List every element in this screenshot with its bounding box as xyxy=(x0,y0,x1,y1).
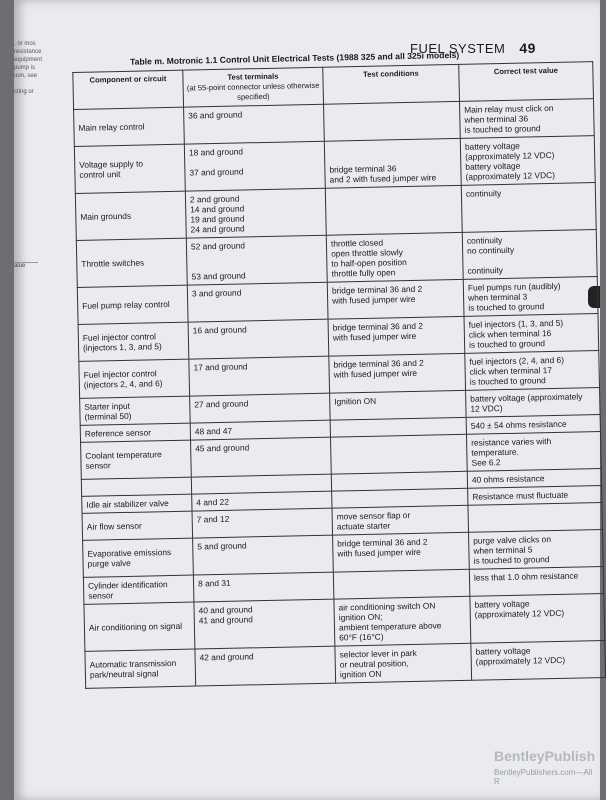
component-line: Cylinder identification xyxy=(87,579,168,591)
component-line: control unit xyxy=(79,169,121,180)
component-line: (injectors 2, 4, and 6) xyxy=(83,378,163,390)
value-line: less that 1.0 ohm resistance xyxy=(473,570,579,583)
value-line: is touched to ground xyxy=(464,123,541,135)
terminals-line: 3 and ground xyxy=(191,287,242,299)
terminals-line: 42 and ground xyxy=(199,651,254,663)
cell-terminals xyxy=(187,282,328,322)
cell-terminals xyxy=(185,188,326,238)
value-line: resistance varies with xyxy=(471,436,552,448)
terminals-line: 24 and ground xyxy=(190,223,245,235)
conditions-line: bridge terminal 36 and 2 xyxy=(331,283,423,296)
component-line: Coolant temperature sensor xyxy=(85,449,162,471)
cell-conditions xyxy=(333,532,470,572)
conditions-line: bridge terminal 36 xyxy=(329,163,397,175)
previous-page-fragment: , or mos resistance equipment pump is uon, see cting or xyxy=(14,41,43,95)
terminals-line: 40 and ground xyxy=(198,604,253,616)
cell-terminals xyxy=(189,356,330,396)
conditions-line: selector lever in park xyxy=(339,647,417,660)
value-line: battery voltage xyxy=(474,598,530,610)
terminals-line: 4 and 22 xyxy=(196,496,230,508)
cell-terminals xyxy=(195,646,336,686)
terminals-line: 52 and ground xyxy=(190,240,246,252)
cell-terminals xyxy=(193,535,334,575)
terminals-line: 36 and ground xyxy=(188,109,243,121)
header-value: Correct test value xyxy=(459,62,594,102)
cell-terminals xyxy=(184,141,325,191)
cell-component xyxy=(81,440,192,479)
cell-conditions xyxy=(332,505,469,535)
conditions-line: Ignition ON xyxy=(334,395,377,407)
section-title: FUEL SYSTEM xyxy=(410,41,506,56)
publisher-logo-text: BentleyPublish xyxy=(494,748,596,764)
value-line: 540 ± 54 ohms resistance xyxy=(470,418,567,431)
cell-conditions xyxy=(330,434,467,474)
component-line: Starter input xyxy=(84,400,131,412)
value-line: is touched to ground xyxy=(469,375,546,387)
value-line: See 6.2 xyxy=(471,457,501,468)
conditions-line: with fused jumper wire xyxy=(337,546,421,559)
cell-terminals xyxy=(186,235,327,285)
cell-terminals xyxy=(192,508,333,538)
conditions-line: ignition ON; xyxy=(338,611,383,623)
value-line: when terminal 5 xyxy=(473,544,533,556)
cell-value xyxy=(459,99,594,139)
cell-conditions xyxy=(326,232,463,282)
cell-conditions xyxy=(328,316,465,356)
cell-component xyxy=(79,359,190,398)
cell-value xyxy=(460,136,595,186)
cell-component xyxy=(76,238,187,287)
conditions-line: and 2 with fused jumper wire xyxy=(329,172,437,185)
table-body xyxy=(74,99,606,689)
cell-component xyxy=(80,396,191,425)
header-terminals xyxy=(183,67,324,107)
terminals-line: 14 and ground xyxy=(190,203,245,215)
cell-component xyxy=(78,322,189,361)
cell-value xyxy=(462,230,597,280)
component-line: (terminal 50) xyxy=(84,410,132,422)
cell-terminals xyxy=(188,319,329,359)
cell-component xyxy=(83,575,194,604)
header-terminals-subtitle: (at 55-point connector unless otherwise specified) xyxy=(186,80,320,102)
cell-component xyxy=(75,191,186,240)
cell-value xyxy=(468,502,603,532)
table-caption: Table m. Motronic 1.1 Control Unit Electrical Tests (1988 325 and all 325i models) xyxy=(129,49,460,67)
cell-component xyxy=(83,538,194,577)
cell-conditions xyxy=(325,185,462,235)
component-line: Throttle switches xyxy=(81,257,145,269)
value-line: 40 ohms resistance xyxy=(471,473,545,485)
value-line: click when terminal 17 xyxy=(469,365,553,377)
value-line: is touched to ground xyxy=(468,338,546,350)
conditions-line: with fused jumper wire xyxy=(333,367,418,380)
value-line: fuel injectors (1, 3, and 5) xyxy=(468,317,564,330)
conditions-line: throttle closed xyxy=(330,237,384,249)
value-line: fuel injectors (2, 4, and 6) xyxy=(469,354,565,367)
terminals-line: 27 and ground xyxy=(194,398,249,410)
terminals-line: 48 and 47 xyxy=(194,425,233,437)
terminals-line: 17 and ground xyxy=(193,361,248,373)
cell-conditions xyxy=(333,569,470,599)
cell-component xyxy=(74,144,185,193)
component-line: Main grounds xyxy=(80,210,132,222)
value-line: continuity xyxy=(466,235,503,246)
cell-conditions xyxy=(324,101,461,141)
value-line: click when terminal 16 xyxy=(468,328,552,340)
cell-value xyxy=(469,566,604,596)
value-line: temperature. xyxy=(471,446,519,458)
value-line: purge valve clicks on xyxy=(473,534,552,546)
value-line: Main relay must click on xyxy=(464,102,554,115)
conditions-line: move sensor flap or xyxy=(336,510,411,522)
value-line: is touched to ground xyxy=(468,301,545,313)
component-line: Fuel pump relay control xyxy=(82,299,170,311)
component-line: Air flow sensor xyxy=(86,520,142,532)
cell-component xyxy=(77,285,188,324)
cell-value xyxy=(461,183,596,233)
value-line: continuity xyxy=(465,188,502,199)
value-line: (approximately 12 VDC) xyxy=(474,607,565,620)
conditions-line: ambient temperature above xyxy=(338,620,442,633)
header-conditions: Test conditions xyxy=(323,64,460,104)
cell-terminals xyxy=(194,599,335,649)
cell-terminals xyxy=(190,393,331,423)
terminals-line: 18 and ground xyxy=(188,146,244,158)
cell-value xyxy=(465,351,600,391)
electrical-tests-table-wrapper xyxy=(72,47,605,689)
cell-component xyxy=(84,602,195,651)
terminals-line: 16 and ground xyxy=(192,324,247,336)
conditions-line: bridge terminal 36 and 2 xyxy=(337,536,428,549)
value-line: no continuity xyxy=(467,244,515,256)
component-line: Fuel injector control xyxy=(83,368,157,380)
component-line: sensor xyxy=(88,590,114,601)
terminals-line: 53 and ground xyxy=(191,270,246,282)
cell-conditions xyxy=(334,596,471,646)
electrical-tests-table xyxy=(72,61,606,689)
value-line: (approximately 12 VDC) xyxy=(465,169,556,182)
terminals-line: 41 and ground xyxy=(198,614,253,626)
terminals-line: 7 and 12 xyxy=(196,513,230,525)
conditions-line: 60°F (16°C) xyxy=(339,631,384,643)
conditions-line: actuate starter xyxy=(336,520,391,532)
cell-terminals xyxy=(184,104,325,144)
value-line: Fuel pumps run (audibly) xyxy=(467,280,561,293)
component-line: Air conditioning on signal xyxy=(88,620,183,633)
component-line: Voltage supply to xyxy=(79,158,144,170)
previous-page-table-fragment: alue xyxy=(14,262,38,343)
component-line: park/neutral signal xyxy=(89,668,159,680)
component-line: Main relay control xyxy=(78,121,145,133)
cell-value xyxy=(466,432,601,472)
value-line: is touched to ground xyxy=(473,554,550,566)
value-line: Resistance must fluctuate xyxy=(472,489,569,502)
value-line: (approximately 12 VDC) xyxy=(465,149,555,162)
cell-conditions xyxy=(324,138,461,188)
cell-value xyxy=(466,388,601,418)
cell-conditions xyxy=(329,353,466,393)
component-line: (injectors 1, 3, and 5) xyxy=(82,341,162,353)
component-line: purge valve xyxy=(87,557,132,569)
terminals-line: 8 and 31 xyxy=(197,577,231,589)
conditions-line: bridge terminal 36 and 2 xyxy=(332,320,424,333)
terminals-line: 2 and ground xyxy=(189,193,240,205)
terminals-line: 19 and ground xyxy=(190,213,245,225)
value-line: battery voltage xyxy=(465,160,521,172)
value-line: when terminal 36 xyxy=(464,113,529,125)
value-line: battery voltage (approximately xyxy=(470,391,583,404)
cell-component xyxy=(74,107,185,146)
cell-conditions xyxy=(330,390,467,420)
conditions-line: or neutral position, xyxy=(339,658,409,670)
page-number: 49 xyxy=(519,40,536,56)
conditions-line: with fused jumper wire xyxy=(332,293,416,306)
component-line: Evaporative emissions xyxy=(87,547,172,559)
value-line: when terminal 3 xyxy=(468,291,528,303)
value-line: 12 VDC) xyxy=(470,403,503,414)
conditions-line: ignition ON xyxy=(339,668,382,680)
value-line: continuity xyxy=(467,265,504,276)
terminals-line: 5 and ground xyxy=(197,540,247,552)
cell-terminals xyxy=(191,437,332,477)
value-line: (approximately 12 VDC) xyxy=(475,654,566,667)
conditions-line: throttle fully open xyxy=(331,267,396,279)
header-terminals-title: Test terminals xyxy=(227,71,279,82)
cell-conditions xyxy=(335,643,472,683)
cell-value xyxy=(464,314,599,354)
cell-component xyxy=(85,649,196,688)
value-line: battery voltage xyxy=(475,645,531,657)
component-line: Automatic transmission xyxy=(89,657,177,670)
conditions-line: air conditioning switch ON xyxy=(338,600,436,613)
cell-terminals xyxy=(193,572,334,602)
publisher-url: BentleyPublishers.com—All R xyxy=(494,768,593,786)
cell-value xyxy=(471,640,606,680)
cell-component xyxy=(82,511,193,540)
component-line: Fuel injector control xyxy=(82,331,157,343)
conditions-line: open throttle slowly xyxy=(331,247,403,259)
conditions-line: with fused jumper wire xyxy=(332,330,417,343)
component-line: Reference sensor xyxy=(84,427,152,439)
conditions-line: bridge terminal 36 and 2 xyxy=(333,357,424,370)
value-line: battery voltage xyxy=(464,140,520,152)
cell-value xyxy=(463,277,598,317)
cell-value xyxy=(470,593,605,643)
conditions-line: to half-open position xyxy=(331,257,407,269)
terminals-line: 37 and ground xyxy=(189,166,244,178)
header-component: Component or circuit xyxy=(73,70,184,109)
cell-conditions xyxy=(327,279,464,319)
cell-value xyxy=(469,529,604,569)
component-line: Idle air stabilizer valve xyxy=(86,498,169,510)
terminals-line: 45 and ground xyxy=(195,442,250,454)
book-page xyxy=(14,0,600,800)
